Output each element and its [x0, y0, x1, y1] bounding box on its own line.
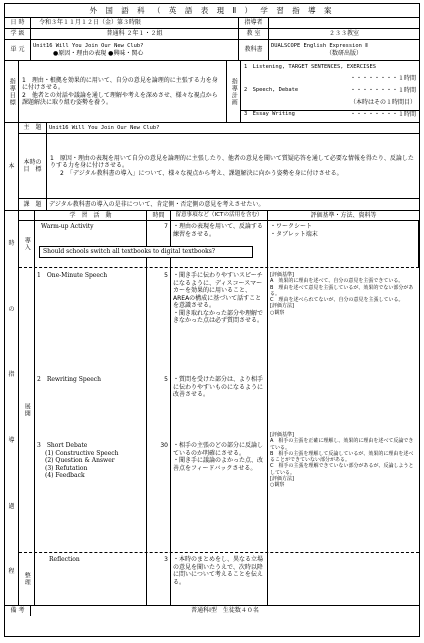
- process-table: [5, 211, 419, 606]
- plan-item: 3 Essay Writing ・・・・・・・・１時間: [241, 110, 419, 119]
- close-activity: Reflection: [35, 553, 147, 605]
- textbook-cell: [269, 40, 419, 60]
- plan-hours: ・・・・・・・・１時間: [349, 75, 416, 83]
- development-label: 展開: [19, 268, 35, 552]
- header-notes: 留意事項など（ICTの活用を含む）: [171, 211, 268, 220]
- a2-activity: 2 Rewriting Speech: [35, 366, 147, 428]
- lesson-plan-document: [4, 3, 420, 637]
- activity-rewriting-speech: [35, 366, 419, 428]
- goal-item: 1 理由・根拠を効果的に用いて、自分の意見を論理的に主張する力を身に付けさせる。: [22, 76, 218, 91]
- textbook-publisher: （数研出版）: [325, 49, 362, 57]
- a1-time: 5: [147, 268, 171, 366]
- honji-block: [5, 123, 419, 211]
- date-label: 日 時: [5, 18, 31, 28]
- intro-notes: ・理由の表現を用いて、反論する練習をさせる。: [171, 221, 268, 267]
- title-row: [5, 4, 419, 18]
- a3-sub: (1) Constructive Speech: [45, 449, 119, 457]
- plan-label: 指導計画: [227, 61, 241, 122]
- textbook-label: 教科書: [239, 40, 269, 60]
- a3-eval: [評価基準] A 相手の主張を正確に理解し、効果的に理由を述べて反論できている。 B 相手の主張を理解して反論しているが、効果的に理由を述べることができていない部分がある。 C 相手の主張を理解できていない部分があるが、反論しようとしている。 [評価方法] ○観察: [270, 432, 414, 488]
- plan-item: 2 Speech, Debate ・・・・・・・・１時間: [244, 86, 416, 94]
- intro-activity: Warm-up Activity: [35, 221, 147, 267]
- honji-goal-item: 2 「デジタル教科書の導入」について、様々な視点から考え、課題解決に向かう姿勢を身に付けさせる。: [60, 169, 343, 177]
- teacher-label: 指導者: [239, 18, 269, 28]
- a1-eval: [評価基準] A 効果的に理由を述べて、自分の意見を主張できている。 B 理由を述べて意見を主張しているが、効果的でない部分がある。 C 理由を述べられてないが、自分の意見を主張している。 [評価方法] ○観察: [270, 272, 414, 316]
- header-eval: 評価基準・方法、資料等: [310, 211, 377, 219]
- footer-row: [5, 606, 419, 616]
- closing-label: 整理: [19, 553, 35, 605]
- class-label: 学 級: [5, 29, 31, 39]
- theme-label: 主 題: [19, 123, 47, 133]
- issue-label: 課 題: [19, 199, 47, 210]
- close-notes: ・本時のまとめをし、異なる立場の意見を聞いたうえで、次時以降に問いについて考えることを伝える。: [171, 553, 268, 605]
- date-value: 令和３年１１月１２日（金）第３時限: [31, 18, 239, 28]
- intro-label: 導入: [19, 221, 35, 267]
- unit-subtitle: ●原因・理由の表現 ●興味・関心: [53, 49, 144, 57]
- a2-notes: ・質問を受けた部分は、より相手に伝わりやすいものになるように改善させる。: [171, 366, 268, 428]
- textbook-value: DUALSCOPE English Expression Ⅱ: [271, 42, 368, 49]
- a1-activity: 1 One-Minute Speech: [35, 268, 147, 366]
- honji-goal-label: 本時の目 標: [19, 134, 47, 198]
- a3-activity: 3 Short Debate: [37, 442, 88, 449]
- goals-cell: [19, 61, 227, 122]
- development-section: [19, 268, 419, 553]
- goal-item: 2 他者との対話や議論を通して理解や考えを深めさせ、様々な視点から課題解決に取り組む姿勢を養う。: [22, 91, 218, 106]
- table-header-row: [19, 211, 419, 221]
- closing-section: [19, 553, 419, 605]
- document-title: 外 国 語 科 （ 英 語 表 現 Ⅱ ） 学 習 指 導 案: [89, 5, 335, 15]
- intro-eval: ・ワークシート ・タブレット端末: [268, 221, 419, 267]
- a1-notes: ・聞き手に伝わりやすいスピーチになるように、ディスコースマーカーを効果的に用いること、AREAの構成に基づいて話すことを意識させる。 ・聞き取れなかった部分や理解できなかった点は必ず質問させる。: [171, 268, 268, 366]
- plan-item: 1 Listening, TARGET SENTENCES, EXERCISES: [244, 64, 376, 71]
- unit-label: 単 元: [5, 40, 31, 60]
- unit-cell: [31, 40, 239, 60]
- honji-goal-cell: [47, 134, 419, 198]
- header-activity: 学 習 活 動: [35, 211, 147, 220]
- class-row: [5, 29, 419, 40]
- intro-question-box: Should schools switch all textbooks to digital textbooks?: [39, 246, 253, 258]
- room-value: ２３３教室: [328, 30, 359, 38]
- plan-note: （本時はその１時間目）: [349, 98, 416, 106]
- date-row: [5, 18, 419, 29]
- issue-value: デジタル教科書の導入の是非について、肯定側・否定側の意見を考えさせたい。: [49, 200, 265, 208]
- a3-time: 30: [147, 428, 171, 552]
- goals-row: [5, 61, 419, 123]
- honji-goal-item: 1 原因・理由の表現を用いて自分の意見を論理的に主張したり、他者の意見を聞いて質疑応答を通して必要な情報を得たり、反論したりする力を身に付けさせる。: [50, 154, 414, 170]
- theme-value: Unit16 Will You Join Our New Club?: [49, 124, 160, 131]
- plan-cell: [241, 61, 419, 122]
- header-time: 時間: [147, 211, 171, 220]
- close-time: 3: [147, 553, 171, 605]
- honji-content: [19, 123, 419, 210]
- unit-row: [5, 40, 419, 61]
- class-value: 普通科 ２年１・２組: [31, 29, 239, 39]
- a3-sub: (2) Question & Answer: [45, 457, 115, 464]
- a2-time: 5: [147, 366, 171, 428]
- process-side-label: 時 の 指 導 過 程: [5, 211, 19, 605]
- footer-value: 普通科Ⅰ型 生徒数４０名: [191, 607, 259, 615]
- activity-short-debate: [35, 428, 419, 552]
- room-label: 教 室: [239, 29, 269, 39]
- intro-section: [19, 221, 419, 268]
- a3-sub: (4) Feedback: [45, 472, 85, 479]
- goals-label: 指導目標: [5, 61, 19, 122]
- activity-one-minute-speech: [35, 268, 419, 366]
- honji-side-label: 本: [5, 123, 19, 210]
- teacher-value: [269, 18, 419, 28]
- footer-label: 備 考: [5, 606, 31, 616]
- a3-notes: ・相手の主張のどの部分に反論しているのか明確にさせる。 ・聞き手に議論のよかった点、改善点をフィードバックさせる。: [171, 428, 268, 552]
- a3-activity-cell: [35, 428, 147, 552]
- unit-title: Unit16 Will You Join Our New Club?: [33, 42, 144, 49]
- intro-time: 7: [147, 221, 171, 267]
- a3-sub: (3) Refutation: [45, 464, 88, 472]
